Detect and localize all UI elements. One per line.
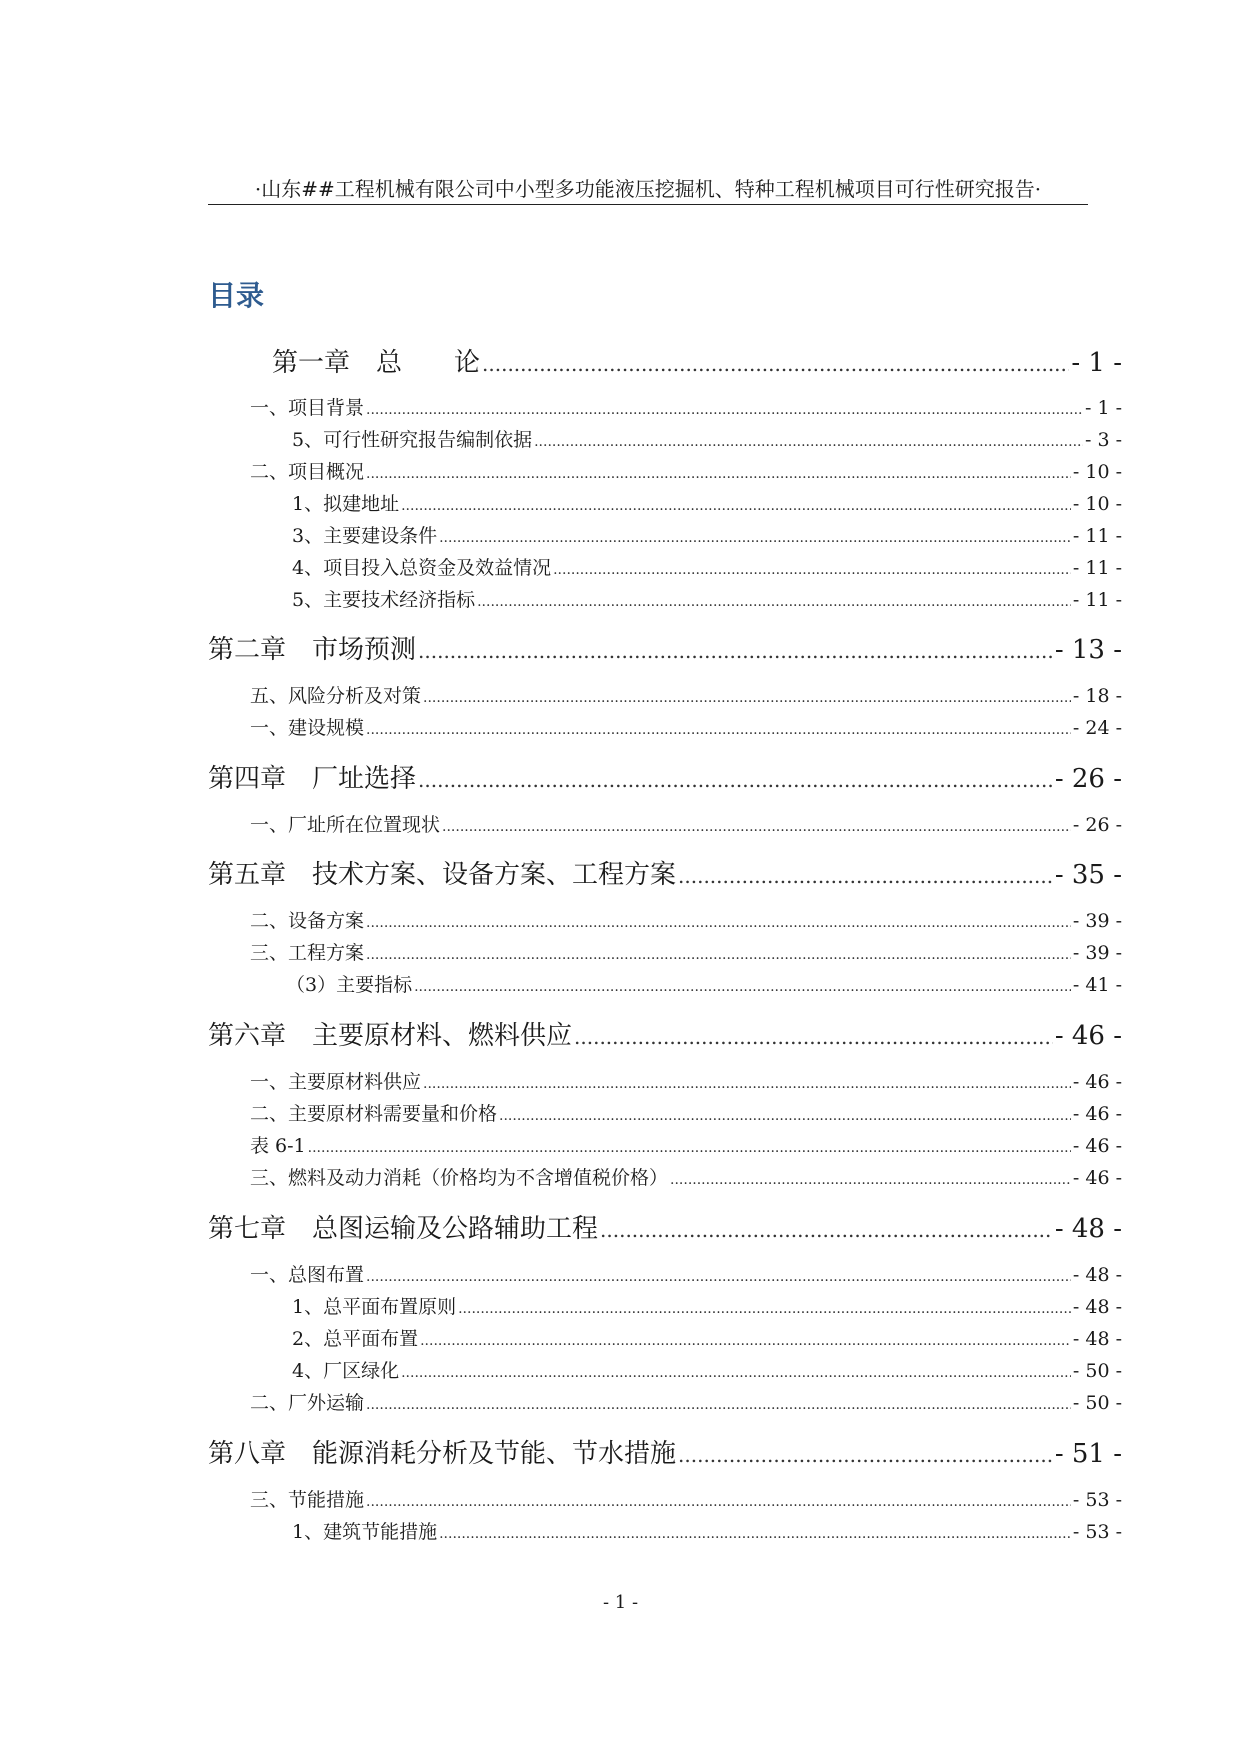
toc-entry-page: - 53 - bbox=[1072, 1489, 1122, 1511]
toc-entry-page: - 39 - bbox=[1072, 942, 1122, 964]
toc-entry-page: - 50 - bbox=[1072, 1392, 1122, 1414]
toc-leader-dots bbox=[477, 590, 1071, 615]
toc-leader-dots bbox=[482, 347, 1069, 381]
toc-entry-chapter-7[interactable] bbox=[208, 1212, 1122, 1247]
toc-entry-label: 第六章 主要原材料、燃料供应 bbox=[208, 1021, 573, 1051]
toc-entry[interactable] bbox=[292, 524, 1122, 551]
toc-entry[interactable] bbox=[250, 1166, 1122, 1193]
toc-entry[interactable] bbox=[250, 941, 1122, 968]
toc-leader-dots bbox=[499, 1104, 1071, 1129]
toc-entry-label: 2、总平面布置 bbox=[292, 1328, 419, 1350]
toc-title: 目录 bbox=[208, 279, 265, 312]
toc-leader-dots bbox=[553, 558, 1071, 583]
toc-entry-chapter-8[interactable] bbox=[208, 1437, 1122, 1472]
toc-leader-dots bbox=[366, 398, 1083, 423]
toc-entry[interactable] bbox=[292, 588, 1122, 615]
toc-leader-dots bbox=[670, 1168, 1071, 1193]
toc-entry-label: 二、项目概况 bbox=[250, 461, 365, 483]
toc-entry-label: 一、建设规模 bbox=[250, 717, 365, 739]
toc-leader-dots bbox=[366, 911, 1071, 936]
toc-entry-page: - 11 - bbox=[1072, 525, 1122, 547]
toc-entry-chapter-4[interactable] bbox=[208, 762, 1122, 797]
toc-entry[interactable] bbox=[292, 1327, 1122, 1354]
toc-entry[interactable] bbox=[286, 973, 1122, 1000]
toc-leader-dots bbox=[366, 718, 1071, 743]
toc-entry[interactable] bbox=[292, 556, 1122, 583]
toc-entry-page: - 51 - bbox=[1054, 1439, 1122, 1469]
toc-leader-dots bbox=[442, 815, 1071, 840]
toc-leader-dots bbox=[423, 686, 1071, 711]
toc-leader-dots bbox=[366, 1490, 1071, 1515]
toc-entry[interactable] bbox=[292, 1520, 1122, 1547]
toc-entry-page: - 46 - bbox=[1072, 1167, 1122, 1189]
toc-entry-label: 5、主要技术经济指标 bbox=[292, 589, 476, 611]
toc-entry-page: - 48 - bbox=[1054, 1214, 1122, 1244]
toc-entry-page: - 10 - bbox=[1072, 493, 1122, 515]
toc-entry-label: 表 6-1 bbox=[250, 1135, 306, 1157]
toc-entry-page: - 10 - bbox=[1072, 461, 1122, 483]
toc-leader-dots bbox=[574, 1020, 1053, 1054]
toc-entry-page: - 1 - bbox=[1071, 348, 1122, 378]
toc-entry-label: 第一章 总 论 bbox=[272, 348, 481, 378]
toc-entry-page: - 26 - bbox=[1072, 814, 1122, 836]
toc-leader-dots bbox=[366, 1265, 1071, 1290]
toc-leader-dots bbox=[678, 1438, 1053, 1472]
toc-entry-label: 三、节能措施 bbox=[250, 1489, 365, 1511]
toc-entry-page: - 18 - bbox=[1072, 685, 1122, 707]
toc-entry-page: - 39 - bbox=[1072, 910, 1122, 932]
toc-entry[interactable] bbox=[250, 1102, 1122, 1129]
toc-entry-label: 第二章 市场预测 bbox=[208, 635, 417, 665]
toc-entry[interactable] bbox=[250, 909, 1122, 936]
toc-entry-page: - 41 - bbox=[1072, 974, 1122, 996]
toc-entry-page: - 46 - bbox=[1054, 1021, 1122, 1051]
toc-leader-dots bbox=[414, 975, 1071, 1000]
toc-entry[interactable] bbox=[292, 1359, 1122, 1386]
toc-entry-page: - 50 - bbox=[1072, 1360, 1122, 1382]
toc-entry-label: 二、设备方案 bbox=[250, 910, 365, 932]
toc-leader-dots bbox=[534, 430, 1083, 455]
toc-entry-label: 1、建筑节能措施 bbox=[292, 1521, 438, 1543]
toc-entry[interactable] bbox=[250, 1070, 1122, 1097]
toc-entry-page: - 46 - bbox=[1072, 1103, 1122, 1125]
toc-entry-page: - 46 - bbox=[1072, 1135, 1122, 1157]
toc-entry-label: 第七章 总图运输及公路辅助工程 bbox=[208, 1214, 599, 1244]
toc-entry-label: 5、可行性研究报告编制依据 bbox=[292, 429, 533, 451]
toc-entry-chapter-2[interactable] bbox=[208, 633, 1122, 668]
toc-entry-label: 二、主要原材料需要量和价格 bbox=[250, 1103, 498, 1125]
toc-entry-page: - 46 - bbox=[1072, 1071, 1122, 1093]
toc-entry-label: 1、拟建地址 bbox=[292, 493, 400, 515]
toc-leader-dots bbox=[439, 526, 1071, 551]
toc-entry[interactable] bbox=[250, 396, 1122, 423]
toc-entry[interactable] bbox=[250, 716, 1122, 743]
toc-leader-dots bbox=[366, 462, 1071, 487]
toc-leader-dots bbox=[401, 494, 1071, 519]
toc-entry-label: 第五章 技术方案、设备方案、工程方案 bbox=[208, 860, 677, 890]
toc-entry-label: 4、厂区绿化 bbox=[292, 1360, 400, 1382]
toc-leader-dots bbox=[366, 1393, 1071, 1418]
toc-entry-chapter-1[interactable] bbox=[272, 346, 1122, 381]
toc-entry-page: - 3 - bbox=[1084, 429, 1122, 451]
toc-entry-label: 一、厂址所在位置现状 bbox=[250, 814, 441, 836]
toc-entry-label: 1、总平面布置原则 bbox=[292, 1296, 457, 1318]
page-number: - 1 - bbox=[602, 1592, 639, 1613]
toc-entry-label: 三、燃料及动力消耗（价格均为不含增值税价格） bbox=[250, 1167, 669, 1189]
toc-entry-label: 一、总图布置 bbox=[250, 1264, 365, 1286]
toc-entry-page: - 48 - bbox=[1072, 1296, 1122, 1318]
toc-entry-page: - 26 - bbox=[1054, 764, 1122, 794]
toc-entry[interactable] bbox=[250, 813, 1122, 840]
toc-entry-label: （3）主要指标 bbox=[286, 974, 413, 996]
toc-leader-dots bbox=[600, 1213, 1053, 1247]
toc-entry[interactable] bbox=[250, 1391, 1122, 1418]
toc-leader-dots bbox=[458, 1297, 1071, 1322]
toc-leader-dots bbox=[418, 634, 1053, 668]
toc-entry-page: - 11 - bbox=[1072, 557, 1122, 579]
toc-entry-chapter-6[interactable] bbox=[208, 1019, 1122, 1054]
toc-entry-page: - 48 - bbox=[1072, 1328, 1122, 1350]
toc-entry-page: - 1 - bbox=[1084, 397, 1122, 419]
toc-leader-dots bbox=[423, 1072, 1071, 1097]
toc-entry-label: 二、厂外运输 bbox=[250, 1392, 365, 1414]
toc-entry-label: 3、主要建设条件 bbox=[292, 525, 438, 547]
toc-entry[interactable] bbox=[250, 1134, 1122, 1161]
toc-entry-page: - 53 - bbox=[1072, 1521, 1122, 1543]
toc-entry-label: 第四章 厂址选择 bbox=[208, 764, 417, 794]
toc-leader-dots bbox=[308, 1136, 1071, 1161]
toc-entry[interactable] bbox=[292, 1295, 1122, 1322]
toc-leader-dots bbox=[401, 1361, 1071, 1386]
toc-entry[interactable] bbox=[292, 428, 1122, 455]
toc-entry-page: - 11 - bbox=[1072, 589, 1122, 611]
toc-entry[interactable] bbox=[292, 492, 1122, 519]
toc-leader-dots bbox=[678, 859, 1053, 893]
toc-leader-dots bbox=[366, 943, 1071, 968]
toc-entry-label: 三、工程方案 bbox=[250, 942, 365, 964]
toc-leader-dots bbox=[420, 1329, 1071, 1354]
toc-entry[interactable] bbox=[250, 1488, 1122, 1515]
toc-entry-label: 五、风险分析及对策 bbox=[250, 685, 422, 707]
toc-entry-label: 4、项目投入总资金及效益情况 bbox=[292, 557, 552, 579]
toc-entry[interactable] bbox=[250, 460, 1122, 487]
toc-entry-page: - 13 - bbox=[1054, 635, 1122, 665]
toc-leader-dots bbox=[439, 1522, 1071, 1547]
running-header: ·山东##工程机械有限公司中小型多功能液压挖掘机、特种工程机械项目可行性研究报告· bbox=[208, 176, 1088, 205]
toc-entry-page: - 35 - bbox=[1054, 860, 1122, 890]
toc-entry-label: 一、主要原材料供应 bbox=[250, 1071, 422, 1093]
toc-leader-dots bbox=[418, 763, 1053, 797]
toc-entry-page: - 24 - bbox=[1072, 717, 1122, 739]
toc-entry-chapter-5[interactable] bbox=[208, 858, 1122, 893]
toc-entry[interactable] bbox=[250, 1263, 1122, 1290]
toc-entry-label: 一、项目背景 bbox=[250, 397, 365, 419]
toc-entry-label: 第八章 能源消耗分析及节能、节水措施 bbox=[208, 1439, 677, 1469]
toc-entry-page: - 48 - bbox=[1072, 1264, 1122, 1286]
toc-entry[interactable] bbox=[250, 684, 1122, 711]
